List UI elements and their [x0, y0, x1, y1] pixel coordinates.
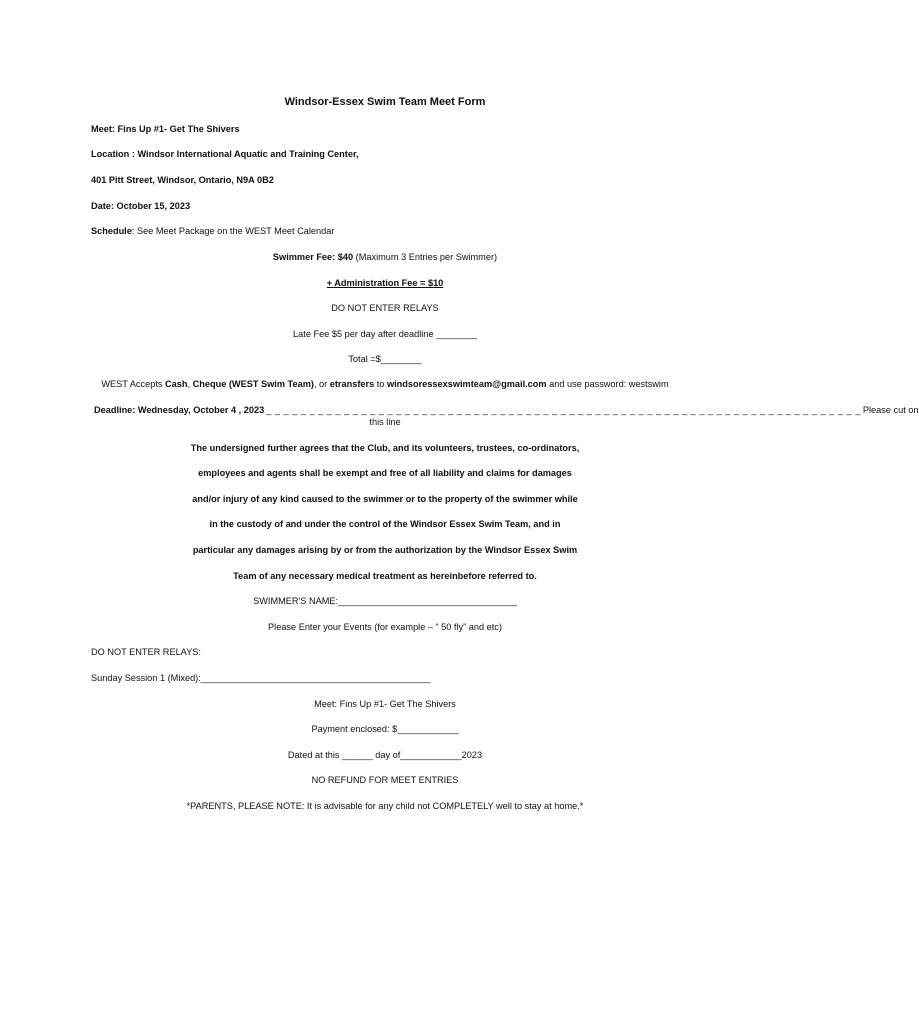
payment-enclosed-field[interactable]: Payment enclosed: $____________ [311, 724, 459, 734]
sunday-session-field[interactable]: Sunday Session 1 (Mixed):_____________________________________________ [91, 673, 431, 683]
payment-methods [0, 378, 770, 390]
no-refund-notice: NO REFUND FOR MEET ENTRIES [311, 775, 459, 785]
meet-repeat: Meet: Fins Up #1- Get The Shivers [314, 699, 456, 709]
total-field[interactable]: Total =$________ [348, 354, 422, 364]
this-line-text: this line [369, 417, 401, 427]
payment-text-5: and use password: westswim [546, 379, 669, 389]
events-prompt: Please Enter your Events (for example – “ 50 fly” and etc) [268, 622, 502, 632]
swimmer-name-field[interactable]: SWIMMER'S NAME:___________________________________ [253, 596, 517, 606]
form-title: Windsor-Essex Swim Team Meet Form [284, 96, 486, 108]
meet-name: Meet: Fins Up #1- Get The Shivers [91, 124, 240, 134]
deadline: Deadline: Wednesday, October 4 , 2023 [94, 405, 265, 415]
waiver-line-2: employees and agents shall be exempt and free of all liability and claims for damages [198, 468, 572, 478]
late-fee: Late Fee $5 per day after deadline ________ [293, 329, 477, 339]
payment-email[interactable]: windsoressexswimteam@gmail.com [386, 379, 547, 389]
address: 401 Pitt Street, Windsor, Ontario, N9A 0B2 [91, 175, 274, 185]
payment-etransfer: etransfers [329, 379, 375, 389]
waiver-line-6: Team of any necessary medical treatment as hereinbefore referred to. [233, 571, 537, 581]
no-relays-notice: DO NOT ENTER RELAYS [331, 303, 439, 313]
swimmer-fee-note: (Maximum 3 Entries per Swimmer) [353, 252, 498, 262]
payment-text-3: , or [313, 379, 330, 389]
waiver-line-3: and/or injury of any kind caused to the swimmer or to the property of the swimmer while [192, 494, 578, 504]
waiver-line-5: particular any damages arising by or from the authorization by the Windsor Essex Swim [192, 545, 578, 555]
payment-cash: Cash [165, 379, 188, 389]
cut-dashes: _ _ _ _ _ _ _ _ _ _ _ _ _ _ _ _ _ _ _ _ _ _ _ _ _ _ _ _ _ _ _ _ _ _ _ _ _ _ _ _ _ _ _ _ _ _ _ _ _ _ _ _ _ _ _ _ _ _ _ _ _ _ _ _ _ _ _ _ _ [266, 405, 861, 415]
meet-date: Date: October 15, 2023 [91, 201, 191, 211]
payment-text-1: WEST Accepts [101, 379, 166, 389]
waiver-line-4: in the custody of and under the control of the Windsor Essex Swim Team, and in [209, 519, 561, 529]
swimmer-fee-label: Swimmer Fee: $40 [272, 252, 354, 262]
dated-field[interactable]: Dated at this ______ day of____________2023 [287, 750, 483, 760]
payment-text-4: to [374, 379, 387, 389]
no-relays-label: DO NOT ENTER RELAYS: [91, 647, 201, 657]
swimmer-fee [0, 251, 770, 263]
schedule-label: Schedule [91, 226, 132, 236]
please-cut-text: Please cut on [862, 405, 919, 415]
schedule [91, 225, 334, 237]
parents-note: *PARENTS, PLEASE NOTE: It is advisable for any child not COMPLETELY well to stay at home.* [186, 801, 584, 811]
waiver-line-1: The undersigned further agrees that the Club, and its volunteers, trustees, co-ordinators, [190, 443, 580, 453]
payment-cheque: Cheque (WEST Swim Team) [192, 379, 314, 389]
location: Location : Windsor International Aquatic and Training Center, [91, 149, 359, 159]
schedule-text: : See Meet Package on the WEST Meet Calendar [131, 226, 335, 236]
cut-line [94, 404, 919, 416]
admin-fee: + Administration Fee = $10 [326, 278, 444, 288]
payment-text-2: , [187, 379, 193, 389]
